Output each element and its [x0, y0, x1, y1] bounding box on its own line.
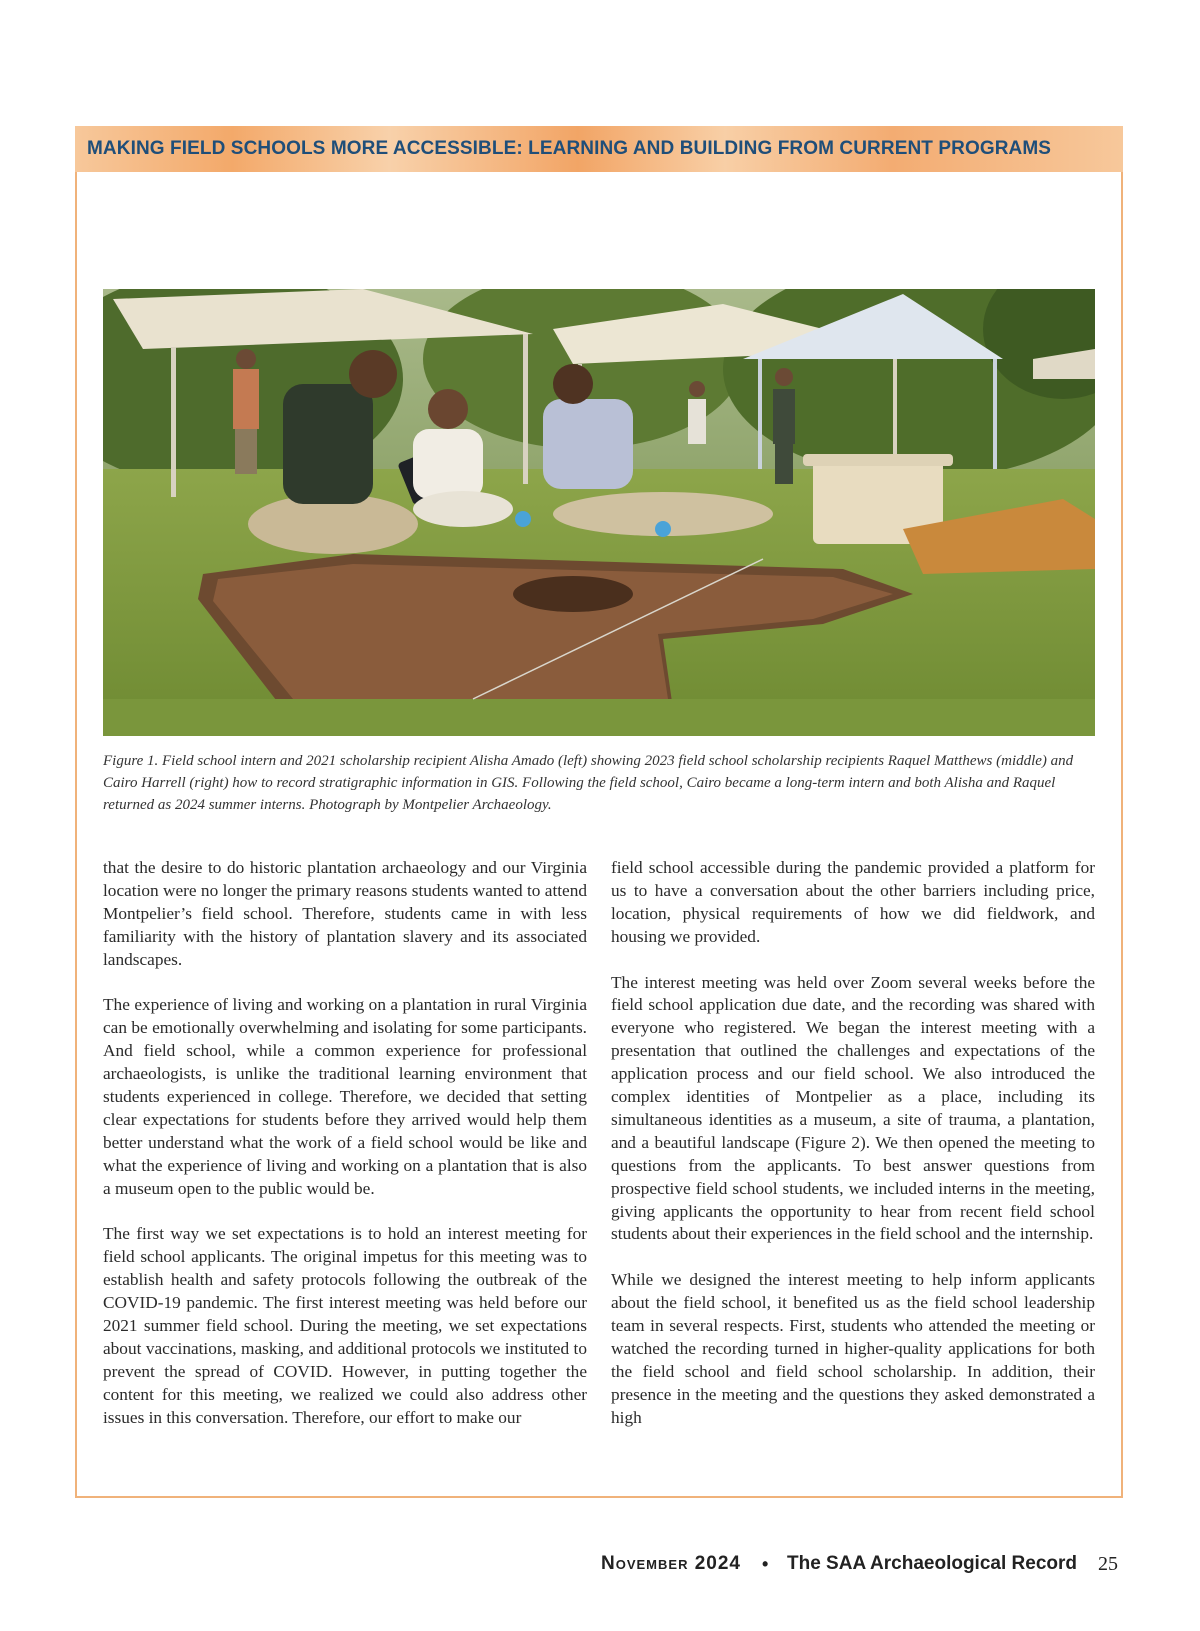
footer-publication: The SAA Archaeological Record	[787, 1553, 1077, 1574]
banner-title: MAKING FIELD SCHOOLS MORE ACCESSIBLE: LEARNING AND BUILDING FROM CURRENT PROGRAMS	[87, 138, 1052, 159]
paragraph: that the desire to do historic plantation archaeology and our Virginia location were no longer the primary reasons students wanted to attend Montpelier’s field school. Therefore, students came in with less familiarity with the history of plantation slavery and its associated landscapes.	[103, 858, 587, 969]
paragraph: The interest meeting was held over Zoom several weeks before the field school application due date, and the recording was shared with everyone who registered. We began the interest meeting with a presentation that outlined the challenges and expectations of the application process and our field school. We also introduced the complex identities of Montpelier as a place, including its simultaneous identities as a museum, a site of trauma, a plantation, and a beautiful landscape (Figure 2). We then opened the meeting to questions from the applicants. To best answer questions from prospective field school students, we included interns in the meeting, giving applicants the opportunity to hear from recent field school students about their experiences in the field school and the internship.	[611, 972, 1095, 1244]
footer-month: November 2024	[601, 1553, 741, 1574]
page-number: 25	[1098, 1553, 1118, 1575]
section-banner	[75, 126, 1123, 172]
paragraph: field school accessible during the pandemic provided a platform for us to have a conversation about the other barriers including price, location, physical requirements of how we did fieldwork, and housing we provided.	[611, 858, 1095, 946]
right-column	[611, 857, 1095, 1430]
figure-caption: Figure 1. Field school intern and 2021 scholarship recipient Alisha Amado (left) showing 2023 field school scholarship recipients Raquel Matthews (middle) and Cairo Harrell (right) how to record stratigraphic information in GIS. Following the field school, Cairo became a long-term intern and both Alisha and Raquel returned as 2024 summer interns. Photograph by Montpelier Archaeology.	[103, 753, 1074, 813]
footer-bullet: •	[762, 1554, 769, 1574]
left-column	[103, 857, 587, 1430]
paragraph: The experience of living and working on a plantation in rural Virginia can be emotionally overwhelming and isolating for some participants. And field school, while a common experience for professional archaeologists, is unlike the traditional learning environment that students experienced in college. Therefore, we decided that setting clear expectations for students before they arrived would help them better understand what the work of a field school would be like and what the experience of living and working on a plantation that is also a museum open to the public would be.	[103, 995, 587, 1198]
figure-photo	[103, 289, 1095, 736]
excavation-photo-icon	[103, 289, 1095, 736]
paragraph: While we designed the interest meeting to help inform applicants about the field school, it benefited us as the field school leadership team in several respects. First, students who attended the meeting or watched the recording turned in higher-quality applications for both the field school and field school scholarship. In addition, their presence in the meeting and the questions they asked demonstrated a high	[611, 1270, 1095, 1427]
paragraph: The first way we set expectations is to hold an interest meeting for field school applicants. The original impetus for this meeting was to establish health and safety protocols following the outbreak of the COVID-19 pandemic. The first interest meeting was held before our 2021 summer field school. During the meeting, we set expectations about vaccinations, masking, and additional protocols we instituted to prevent the spread of COVID. However, in putting together the content for this meeting, we realized we could also address other issues in this conversation. Therefore, our effort to make our	[103, 1224, 587, 1427]
